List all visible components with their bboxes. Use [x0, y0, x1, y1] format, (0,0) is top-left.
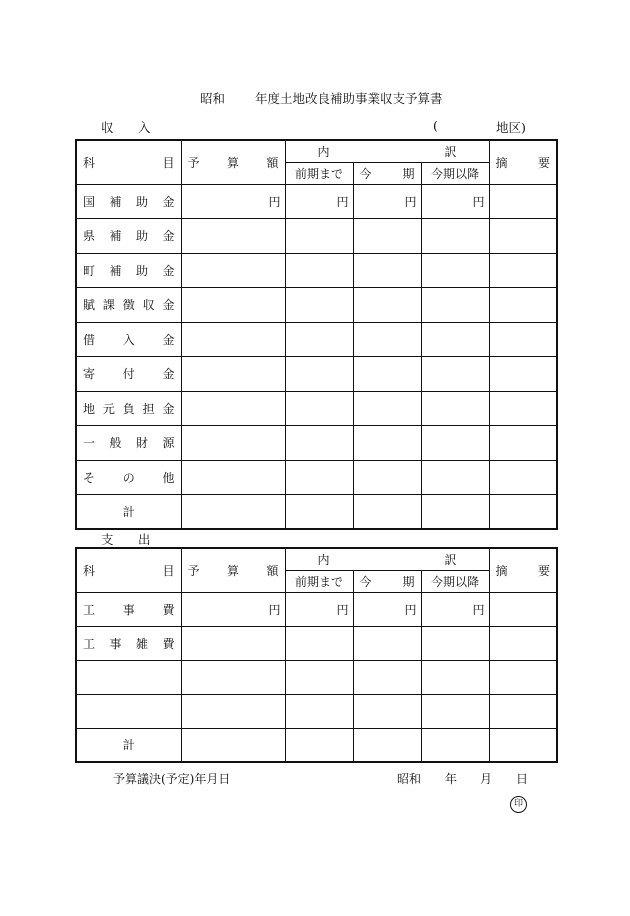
- item-cell: [76, 391, 181, 426]
- current-cell[interactable]: [353, 694, 421, 728]
- yen-unit: 円: [336, 602, 349, 617]
- budget-cell[interactable]: [181, 184, 285, 219]
- total-label: 計: [76, 728, 181, 762]
- current-cell[interactable]: [353, 184, 421, 219]
- header-char: 内: [317, 144, 330, 159]
- item-char: 補: [109, 194, 122, 209]
- header-char: 訳: [444, 144, 457, 159]
- item-cell: [76, 357, 181, 392]
- item-char: 源: [162, 436, 175, 451]
- item-char: 金: [162, 229, 175, 244]
- current-cell[interactable]: [353, 288, 421, 323]
- after-cell[interactable]: [421, 460, 489, 495]
- remarks-cell[interactable]: [489, 357, 557, 392]
- item-char: 事: [122, 602, 135, 617]
- current-cell[interactable]: [353, 426, 421, 461]
- header-char: 科: [83, 155, 96, 170]
- item-char: 助: [135, 263, 148, 278]
- budget-cell[interactable]: [181, 660, 285, 694]
- current-cell[interactable]: [353, 626, 421, 660]
- expense-table: [75, 547, 558, 763]
- resolution-date-label: 予算議決(予定)年月日: [113, 772, 231, 786]
- header-char: 額: [266, 563, 279, 578]
- yen-unit: 円: [404, 602, 417, 617]
- budget-header: [181, 140, 285, 184]
- after-header: 今期以降: [421, 162, 489, 184]
- item-char: 助: [135, 194, 148, 209]
- item-cell: [76, 288, 181, 323]
- budget-cell[interactable]: [181, 219, 285, 254]
- current-cell[interactable]: [353, 592, 421, 626]
- item-char: 国: [83, 194, 96, 209]
- before-cell[interactable]: [285, 728, 353, 762]
- before-cell[interactable]: [285, 357, 353, 392]
- before-cell[interactable]: [285, 253, 353, 288]
- after-cell[interactable]: [421, 357, 489, 392]
- budget-cell[interactable]: [181, 253, 285, 288]
- item-char: 工: [83, 636, 96, 651]
- yen-unit: 円: [472, 602, 485, 617]
- remarks-cell[interactable]: [489, 426, 557, 461]
- current-cell[interactable]: [353, 495, 421, 530]
- before-cell[interactable]: [285, 592, 353, 626]
- total-row: [76, 495, 557, 530]
- header-char: 摘: [495, 155, 508, 170]
- district-label: 地区): [496, 120, 526, 135]
- document-title: [200, 89, 443, 107]
- current-cell[interactable]: [353, 460, 421, 495]
- item-cell: [76, 592, 181, 626]
- item-cell: [76, 460, 181, 495]
- item-cell: [76, 219, 181, 254]
- remarks-cell[interactable]: [489, 728, 557, 762]
- before-cell[interactable]: [285, 184, 353, 219]
- item-char: そ: [83, 470, 96, 485]
- budget-cell[interactable]: [181, 626, 285, 660]
- title-text: 年度土地改良補助事業収支予算書: [255, 91, 443, 106]
- before-header: 前期まで: [285, 162, 353, 184]
- budget-cell[interactable]: [181, 391, 285, 426]
- item-char: 金: [162, 332, 175, 347]
- item-cell: [76, 322, 181, 357]
- header-char: 目: [162, 563, 175, 578]
- before-cell[interactable]: [285, 495, 353, 530]
- current-header: [353, 570, 421, 592]
- remarks-cell[interactable]: [489, 253, 557, 288]
- table-row: [76, 694, 557, 728]
- current-cell[interactable]: [353, 322, 421, 357]
- item-header: [76, 140, 181, 184]
- yen-unit: 円: [472, 194, 485, 209]
- item-char: 入: [122, 332, 135, 347]
- table-row: [76, 391, 557, 426]
- before-cell[interactable]: [285, 391, 353, 426]
- budget-cell[interactable]: [181, 592, 285, 626]
- item-char: 雑: [135, 636, 148, 651]
- budget-cell[interactable]: [181, 460, 285, 495]
- item-cell: [76, 426, 181, 461]
- expense-section-label: [101, 530, 151, 548]
- table-row: [76, 660, 557, 694]
- item-char: 工: [83, 602, 96, 617]
- header-char: 今: [359, 166, 372, 181]
- remarks-cell[interactable]: [489, 626, 557, 660]
- current-cell[interactable]: [353, 728, 421, 762]
- current-cell[interactable]: [353, 219, 421, 254]
- after-cell[interactable]: [421, 219, 489, 254]
- before-cell[interactable]: [285, 426, 353, 461]
- table-row: [76, 592, 557, 626]
- expense-label-char: 出: [138, 532, 151, 547]
- item-char: 金: [162, 263, 175, 278]
- after-cell[interactable]: [421, 626, 489, 660]
- after-header: 今期以降: [421, 570, 489, 592]
- item-char: 他: [162, 470, 175, 485]
- remarks-cell[interactable]: [489, 660, 557, 694]
- header-char: 要: [538, 155, 551, 170]
- breakdown-header: [285, 548, 489, 570]
- after-cell[interactable]: [421, 728, 489, 762]
- before-cell[interactable]: [285, 219, 353, 254]
- after-cell[interactable]: [421, 288, 489, 323]
- header-char: 予: [187, 563, 200, 578]
- item-char: 徴: [122, 298, 135, 313]
- item-char: 費: [162, 602, 175, 617]
- after-cell[interactable]: [421, 495, 489, 530]
- table-row: [76, 322, 557, 357]
- seal-mark: 印: [510, 796, 527, 813]
- item-char: 負: [122, 401, 135, 416]
- item-char: 般: [109, 436, 122, 451]
- item-cell: [76, 694, 181, 728]
- header-char: 内: [317, 552, 330, 567]
- item-cell: [76, 184, 181, 219]
- remarks-header: [489, 140, 557, 184]
- remarks-cell[interactable]: [489, 694, 557, 728]
- expense-header-row: [76, 548, 557, 570]
- budget-header: [181, 548, 285, 592]
- yen-unit: 円: [268, 602, 281, 617]
- item-header: [76, 548, 181, 592]
- current-cell[interactable]: [353, 660, 421, 694]
- item-char: 助: [135, 229, 148, 244]
- item-char: 賦: [83, 298, 96, 313]
- item-char: 収: [142, 298, 155, 313]
- table-row: [76, 626, 557, 660]
- budget-cell[interactable]: [181, 426, 285, 461]
- after-cell[interactable]: [421, 426, 489, 461]
- item-char: 金: [162, 367, 175, 382]
- item-char: 借: [83, 332, 96, 347]
- item-char: 補: [109, 263, 122, 278]
- item-char: 一: [83, 436, 96, 451]
- item-char: 金: [162, 194, 175, 209]
- header-char: 期: [402, 166, 415, 181]
- footer-year: 年: [445, 772, 458, 786]
- before-cell[interactable]: [285, 322, 353, 357]
- after-cell[interactable]: [421, 253, 489, 288]
- item-cell: [76, 253, 181, 288]
- table-row: [76, 253, 557, 288]
- header-char: 科: [83, 563, 96, 578]
- remarks-cell[interactable]: [489, 592, 557, 626]
- current-header: [353, 162, 421, 184]
- item-char: 課: [102, 298, 115, 313]
- district-open-paren: (: [433, 118, 438, 133]
- current-cell[interactable]: [353, 391, 421, 426]
- footer-era: 昭和: [397, 772, 422, 786]
- current-cell[interactable]: [353, 253, 421, 288]
- remarks-cell[interactable]: [489, 184, 557, 219]
- table-row: [76, 184, 557, 219]
- before-cell[interactable]: [285, 660, 353, 694]
- item-char: 財: [135, 436, 148, 451]
- before-cell[interactable]: [285, 626, 353, 660]
- header-char: 額: [266, 155, 279, 170]
- budget-cell[interactable]: [181, 322, 285, 357]
- income-table: [75, 139, 558, 530]
- current-cell[interactable]: [353, 357, 421, 392]
- item-char: 元: [102, 401, 115, 416]
- header-char: 摘: [495, 563, 508, 578]
- table-row: [76, 288, 557, 323]
- item-cell: [76, 660, 181, 694]
- table-row: [76, 426, 557, 461]
- income-label-char: 収: [101, 120, 114, 135]
- item-char: 費: [162, 636, 175, 651]
- before-cell[interactable]: [285, 694, 353, 728]
- breakdown-header: [285, 140, 489, 162]
- header-char: 目: [162, 155, 175, 170]
- footer-month: 月: [480, 772, 493, 786]
- header-char: 訳: [444, 552, 457, 567]
- footer-day: 日: [516, 772, 529, 786]
- remarks-cell[interactable]: [489, 219, 557, 254]
- remarks-cell[interactable]: [489, 460, 557, 495]
- after-cell[interactable]: [421, 660, 489, 694]
- budget-cell[interactable]: [181, 694, 285, 728]
- remarks-header: [489, 548, 557, 592]
- after-cell[interactable]: [421, 694, 489, 728]
- item-char: 町: [83, 263, 96, 278]
- before-cell[interactable]: [285, 288, 353, 323]
- item-char: 付: [122, 367, 135, 382]
- remarks-cell[interactable]: [489, 391, 557, 426]
- budget-cell[interactable]: [181, 495, 285, 530]
- item-char: 地: [83, 401, 96, 416]
- after-cell[interactable]: [421, 184, 489, 219]
- before-header: 前期まで: [285, 570, 353, 592]
- table-row: [76, 460, 557, 495]
- remarks-cell[interactable]: [489, 495, 557, 530]
- before-cell[interactable]: [285, 460, 353, 495]
- yen-unit: 円: [268, 194, 281, 209]
- budget-cell[interactable]: [181, 357, 285, 392]
- item-char: 金: [162, 298, 175, 313]
- header-char: 要: [538, 563, 551, 578]
- remarks-cell[interactable]: [489, 288, 557, 323]
- yen-unit: 円: [336, 194, 349, 209]
- after-cell[interactable]: [421, 322, 489, 357]
- budget-cell[interactable]: [181, 728, 285, 762]
- header-char: 今: [359, 574, 372, 589]
- item-cell: [76, 626, 181, 660]
- remarks-cell[interactable]: [489, 322, 557, 357]
- expense-label-char: 支: [101, 532, 114, 547]
- header-char: 期: [402, 574, 415, 589]
- income-section-label: [101, 118, 151, 136]
- total-label: 計: [76, 495, 181, 530]
- item-char: 寄: [83, 367, 96, 382]
- income-label-char: 入: [138, 120, 151, 135]
- title-era: 昭和: [200, 91, 226, 106]
- item-char: 金: [162, 401, 175, 416]
- header-char: 算: [226, 155, 239, 170]
- item-char: の: [122, 470, 135, 485]
- total-row: [76, 728, 557, 762]
- table-row: [76, 219, 557, 254]
- table-row: [76, 357, 557, 392]
- after-cell[interactable]: [421, 592, 489, 626]
- item-char: 県: [83, 229, 96, 244]
- header-char: 予: [187, 155, 200, 170]
- item-char: 担: [142, 401, 155, 416]
- header-char: 算: [226, 563, 239, 578]
- item-char: 事: [109, 636, 122, 651]
- item-char: 補: [109, 229, 122, 244]
- yen-unit: 円: [404, 194, 417, 209]
- income-header-row: [76, 140, 557, 162]
- after-cell[interactable]: [421, 391, 489, 426]
- budget-cell[interactable]: [181, 288, 285, 323]
